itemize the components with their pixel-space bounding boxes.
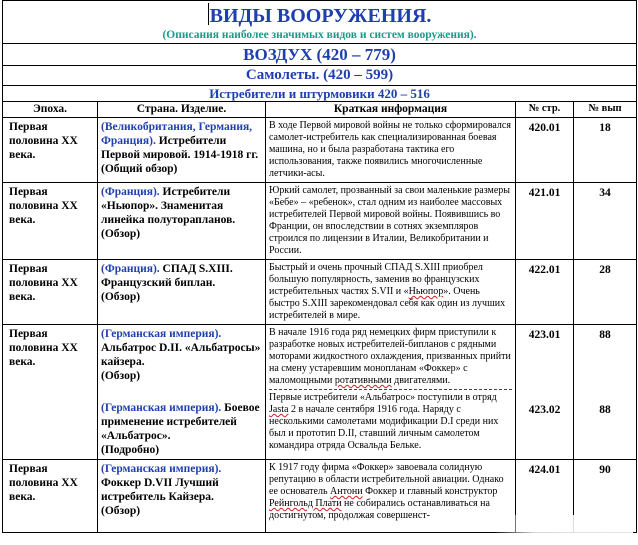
blur-overlay (493, 515, 633, 543)
item-title: СПАД S.XIII. Французский биплан. (101, 263, 233, 289)
item-note: (Обзор) (101, 370, 141, 382)
table-row (3, 183, 637, 260)
col-epoch: Эпоха. (3, 102, 98, 118)
text-cursor (208, 3, 209, 25)
page-cell: 421.01 (516, 183, 574, 260)
info-cell: В ходе Первой мировой войны не только сформировался самолет-истребитель как специализированная боевая машина, но и была разработана тактика его использования, также появились многочисленные летчики-асы. (266, 118, 516, 183)
document-subtitle: (Описания наиболее значимых видов и систем вооружения). (162, 29, 477, 41)
spellcheck-word: Jasta (269, 404, 289, 415)
table-row (3, 260, 637, 325)
item-title: Истребители «Ньюпор». Знаменитая линейка полуторапланов. (101, 186, 236, 226)
item-cell (98, 118, 266, 183)
col-issue: № вып (574, 102, 637, 118)
col-page: № стр. (516, 102, 574, 118)
item-country: (Германская империя). (101, 402, 222, 414)
item-country: (Франция). (101, 186, 160, 198)
info-text: К 1917 году фирма «Фоккер» завоевала солидную репутацию в области истребительной авиации. Однако ее основатель (269, 462, 504, 497)
info-text: Фоккер и главный конструктор (362, 486, 498, 497)
issue-cell: 28 (574, 260, 637, 325)
info-cell (266, 325, 516, 460)
info-cell: Юркий самолет, прозванный за свои маленькие размеры «Бебе» – «ребенок», стал одним из наиболее массовых истребителей Первой мировой войны. Появившись во Франции, он впоследствии в сотнях экземпляров строился по лицензии в Италии, Великобритании и России. (266, 183, 516, 260)
item-country: (Великобритания, Германия, Франция). (101, 121, 253, 147)
epoch-cell: Первая половина XX века. (3, 183, 98, 260)
info-text: не собирались останавливаться на достигнутом, продолжая совершенст- (269, 498, 490, 521)
item-note: (Обзор) (101, 228, 141, 240)
spellcheck-word: Рейнгольд Плати (269, 498, 342, 509)
item-note: (Подробно) (101, 444, 160, 456)
item-note: (Обзор) (101, 505, 141, 517)
subsection-heading: Самолеты. (420 – 599) (3, 66, 637, 86)
spellcheck-word: ротативными (334, 375, 392, 386)
item-country: (Германская империя). (101, 463, 222, 475)
col-info: Краткая информация (266, 102, 516, 118)
issue-number: 88 (599, 329, 611, 341)
page-cell: 420.01 (516, 118, 574, 183)
column-headers (3, 102, 637, 118)
info-text: Первые истребители «Альбатрос» поступили в отряд (269, 392, 497, 403)
spellcheck-word: Антони (330, 486, 363, 497)
info-text: ». Очень быстро S.XIII зарекомендовал себя как один из лучших истребителей в мире. (269, 286, 506, 321)
col-item: Страна. Изделие. (98, 102, 266, 118)
item-title: Фоккер D.VII Лучший истребитель Кайзера. (101, 477, 219, 503)
epoch-cell: Первая половина XX века. (3, 118, 98, 183)
document-page (2, 0, 636, 533)
item-cell (98, 460, 266, 533)
epoch-cell: Первая половина XX века. (3, 460, 98, 533)
document-title: ВИДЫ ВООРУЖЕНИЯ. (209, 5, 432, 27)
info-text: Быстрый и очень прочный СПАД S.XIII приобрел большую популярность, заменив во французских истребительных частях S.VII и « (269, 262, 483, 297)
page-cell (516, 325, 574, 460)
issue-cell: 18 (574, 118, 637, 183)
info-cell (266, 460, 516, 533)
table-row (3, 325, 637, 460)
item-title: Боевое применение истребителей «Альбатрос». (101, 402, 260, 442)
info-cell (266, 260, 516, 325)
section-heading: ВОЗДУХ (420 – 779) (3, 44, 637, 66)
epoch-cell: Первая половина XX века. (3, 260, 98, 325)
item-note: (Обзор) (101, 291, 141, 303)
title-cell (3, 1, 637, 44)
issue-number: 88 (599, 404, 611, 416)
item-cell (98, 260, 266, 325)
item-country: (Германская империя). (101, 328, 222, 340)
issue-cell: 34 (574, 183, 637, 260)
item-title: Альбатрос D.II. «Альбатросы» кайзера. (101, 342, 261, 368)
page-cell: 424.01 (516, 460, 574, 533)
item-title: Истребители Первой мировой. 1914-1918 гг. (101, 135, 259, 161)
spellcheck-word: Ньюпор (408, 286, 444, 297)
page-number: 423.01 (528, 329, 561, 341)
category-heading: Истребители и штурмовики 420 – 516 (3, 86, 637, 102)
item-country: (Франция). (101, 263, 160, 275)
issue-cell (574, 325, 637, 460)
item-cell (98, 325, 266, 460)
dashed-separator (269, 389, 512, 390)
weapons-table (2, 0, 637, 533)
info-text: двигателями. (391, 375, 451, 386)
page-cell: 422.01 (516, 260, 574, 325)
table-row (3, 118, 637, 183)
item-cell (98, 183, 266, 260)
item-note: (Общий обзор) (101, 163, 178, 175)
epoch-cell: Первая половина XX века. (3, 325, 98, 460)
info-text: В начале 1916 года ряд немецких фирм приступили к разработке новых истребителей-бипланов с рядными моторами жидкостного охлаждения, призванных прийти на смену устаревшим монопланам «Фоккер» с маломощными (269, 327, 511, 386)
issue-cell: 90 (574, 460, 637, 533)
page-number: 423.02 (528, 404, 561, 416)
info-text: 2 в начале сентября 1916 года. Наряду с несколькими самолетами модификации D.I среди них был и прототип D.II, ставший личным самолетом командира отряда Освальда Бельке. (269, 404, 499, 451)
